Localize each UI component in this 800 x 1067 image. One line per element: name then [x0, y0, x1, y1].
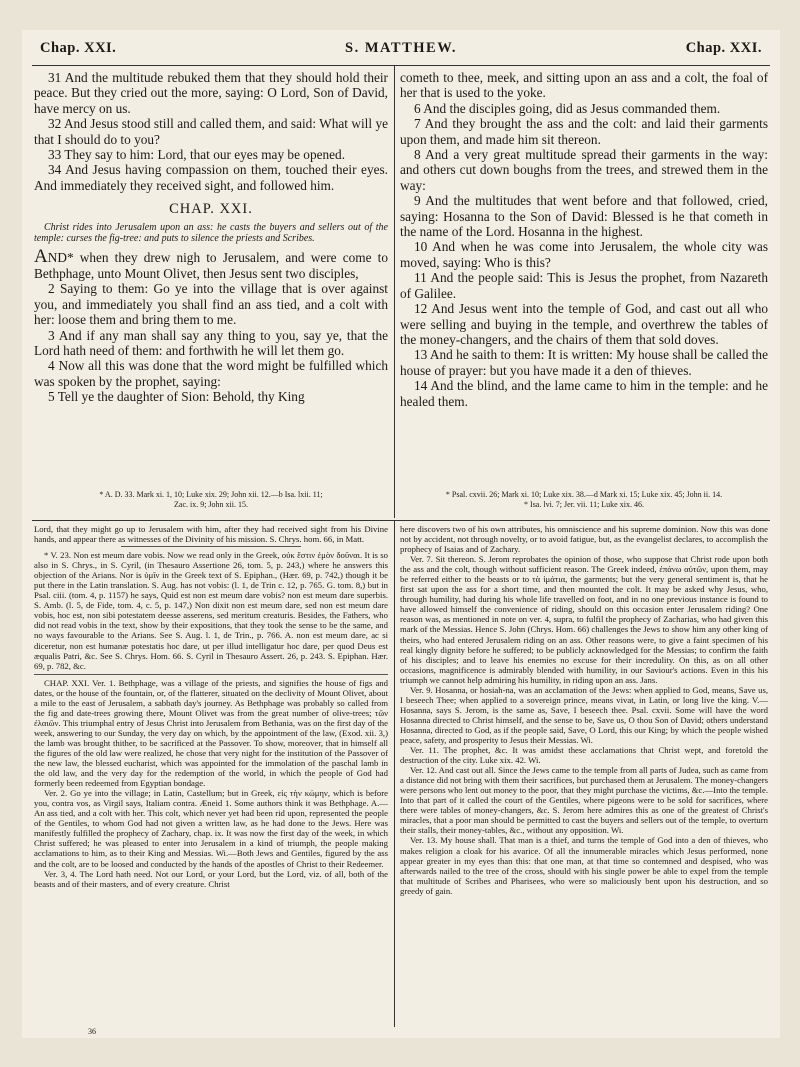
chapter-title: CHAP. XXI. [169, 201, 253, 218]
bible-text-right [400, 70, 768, 520]
cross-references-left [34, 490, 388, 518]
note-ver1: CHAP. XXI. Ver. 1. Bethphage, was a village of the priests, and signifies the house of figs and dates, or the house of the fountain, or, of the flatterer, situated on the declivity of Mount Olivet, about a mile to the east of Jerusalem, a sabbath day's journey. As Bethphage was probably so called from the fig and date-trees growing there, Mount Olivet was from the great number of olive-trees; τῶν ἐλαιῶν. This triumphal entry of Jesus Christ into Jerusalem from Bethania, was on the first day of the week, answering to our Sunday, the very day on which, by the appointment of the law, (Exod. xii. 3,) the lamb was brought thither, to be sacrificed at the Passover. To show, moreover, that in himself all the figures of the old law were realized, he chose that very night for the institution of the Passover of the new law, the blessed eucharist, which was appointed for the immolation of the paschal lamb in the old law, and the very day for the redemption of the world, in which the people of God had formerly been redeemed from Egyptian bondage. [34, 677, 388, 789]
verse: 2 Saying to them: Go ye into the village that is over against you, and immediately you shall find an ass tied, and a colt with her: loose them and bring them to me. [34, 281, 388, 328]
column-divider-top [394, 66, 395, 518]
reference-line: Zac. ix. 9; John xii. 15. [174, 499, 248, 509]
verse: 3 And if any man shall say any thing to you, say ye, that the Lord hath need of them: and forthwith he will let them go. [34, 327, 388, 358]
reference-line: * Psal. cxvii. 26; Mark xi. 10; Luke xix. 38.—d Mark xi. 15; Luke xix. 45; John ii. 14. [445, 490, 723, 499]
verse: 31 And the multitude rebuked them that they should hold their peace. But they cried out the more, saying: O Lord, Son of David, have mercy on us. [34, 70, 388, 116]
verse: 12 And Jesus went into the temple of God, and cast out all who were selling and buying in the temple, and overthrew the tables of the money-changers, and the chairs of them that sold doves. [400, 301, 768, 347]
header-chapter-left: Chap. XXI. [40, 40, 117, 56]
note-divider [34, 674, 388, 675]
reference-line: * A. D. 33. Mark xi. 1, 10; Luke xix. 29; John xii. 12.—b Isa. lxii. 11; [99, 490, 323, 499]
note-ver9: Ver. 9. Hosanna, or hosiah-na, was an acclamation of the Jews: when applied to God, means, Save us, I beseech Thee; when applied to a sovereign prince, means vivat, in Latin, or long live the king. V.—Hosanna, says S. Jerom, is the same as, Save, I beseech thee. Psal. cxvii. Some will have the word Hosanna directed to Christ himself, and the sense to be, Save us, O thou Son of David; others understand Hosanna, directed to God, as if the people said, Save, O Lord, this our King; by which the people wished peace, safety, and prosperity to Jesus their Messias. Wi. [400, 684, 768, 745]
verse: cometh to thee, meek, and sitting upon an ass and a colt, the foal of her that is used to the yoke. [400, 70, 768, 101]
column-divider-bottom [394, 521, 395, 1027]
verse: 5 Tell ye the daughter of Sion: Behold, thy King [48, 389, 305, 405]
note-ver2: Ver. 2. Go ye into the village; in Latin, Castellum; but in Greek, εἰς τὴν κώμην, which is before you, contra vos, as Virgil says, Italiam contra. Æneid 1. Some authors think it was Bethphage. A.—An ass tied, and a colt with her. This colt, which never yet had been rid upon, represented the people of the Gentiles, to whom God had not given a written law, as he had done to the Jews. Here was manifestly fulfilled the prophecy of Zachary, chap. ix. It was now the first day of the week, in which Christ suffered; he was pleased to enter into Jerusalem in a kind of triumph, the people making acclamations to him, as to their King and Messias. Wi.—Both Jews and Gentiles, figured by the ass and the colt, are to be loosed and conducted by the hands of the apostles of Christ to their Redeemer. [34, 788, 388, 869]
commentary-intro: here discovers two of his own attributes, his omniscience and his supreme dominion. Now this was done not by accident, not through novelty, or to avoid fatigue, but, as the evangelist declares, to accomplish the prophecy of Isaias and of Zachary. [400, 524, 768, 555]
drop-cap: A [34, 246, 48, 268]
page [22, 30, 780, 1038]
verse: 10 And when he was come into Jerusalem, the whole city was moved, saying: Who is this? [400, 239, 768, 270]
running-header [34, 40, 768, 62]
header-book-title: S. MATTHEW. [345, 40, 457, 56]
note-v23: * V. 23. Non est meum dare vobis. Now we read only in the Greek, οὐκ ἔστιν ἐμὸν δοῦναι. It is so also in S. Chrys., in S. Cyril, (in Thesauro Assertione 26, tom. 5, p. 243,) where he answers this objection of the Arians. Nor is ὑμῖν in the Greek text of S. Epiphan., (Hær. 69, p. 742,) though it be put there in the Latin translation. S. Aug. has not vobis: (l. 1, de Trin c. 12, p. 765. G. tom. 8,) but in Psal. ciii. (tom. 4, p. 1157) he says, Quid est non est meum dare vobis? non est meum dare superbis. S. Amb. (l. 5, de Fide, tom. 4, c. 5, p. 147,) Non dixit non est meum dare, sed non est meum dare vobis, hoc est, non sibi potestatem deesse asserens, sed meritum creaturis. Besides, the Fathers, who did not read vobis in the text, show by their expositions, that they took the sense to be the same, and no ways favourable to the Arians. See S. Aug. l. 1, de Trin., p. 766. A. non est meum dare, ac si diceretur, non est humanæ potestatis hoc dare, ut per illud intelligatur hoc dare, per quod Deus est æqualis Patri, &c. See S. Chrys. Hom. 66. S. Cyril in Thesauro Assert. 26, p. 243. S. Epiphan. Hær. 69, p. 782, &c. [34, 550, 388, 671]
verse: 9 And the multitudes that went before and that followed, cried, saying: Hosanna to the Son of David: Blessed is he that cometh in the name of the Lord. Hosanna in the highest. [400, 193, 768, 240]
note-ver12: Ver. 12. And cast out all. Since the Jews came to the temple from all parts of Judea, such as came from a distance did not bring with them their sacrifices, but purchased them at Jerusalem. The money-changers were persons who lent out money to the poor, that they might purchase the victims, &c.—Into the temple. Into that part of it called the court of the Gentiles, where pigeons were to be sold for sacrifices, where there were tables of money-changers, &c. S. Jerom here admires this as one of the greatest of Christ's miracles, that a poor man should be permitted to cast the buyers and sellers out of the temple, to overturn their stalls, their money-tables, &c., without any opposition. Wi. [400, 765, 768, 836]
note-ver13: Ver. 13. My house shall. That man is a thief, and turns the temple of God into a den of thieves, who makes religion a cloak for his avarice. Of all the innumerable miracles which Jesus performed, none appear greater in my eyes than this: that one man, at that time so contemned and despised, who was afterwards nailed to the tree of the cross, should with his single power be able to expel from the temple that multitude of Scribes and Pharisees, who were so maliciously bent upon his destruction, and so greedy of gain. [400, 835, 768, 896]
commentary-left [34, 524, 388, 1027]
reference-line: * Isa. lvi. 7; Jer. vii. 11; Luke xix. 46. [524, 499, 644, 509]
note-ver3: Ver. 3, 4. The Lord hath need. Not our Lord, or your Lord, but the Lord, viz. of all, both of the beasts and of their masters, and of every creature. Christ [34, 868, 388, 889]
cross-references-right [400, 490, 768, 518]
verse: 7 And they brought the ass and the colt: and laid their garments upon them, and made him sit thereon. [400, 116, 768, 147]
commentary-intro: Lord, that they might go up to Jerusalem with him, after they had received sight from his Divine hands, and appear there as witnesses of the Divinity of his mission. S. Chrys. hom. 66, in Matt. [34, 524, 388, 545]
verse: 33 They say to him: Lord, that our eyes may be opened. [48, 147, 346, 163]
note-divider [121, 546, 301, 547]
chapter-summary: Christ rides into Jerusalem upon an ass: he casts the buyers and sellers out of the temple: curses the fig-tree: and puts to silence the priests and Scribes. [34, 221, 388, 245]
verse: 34 And Jesus having compassion on them, touched their eyes. And immediately they received sight, and followed him. [34, 162, 388, 193]
header-chapter-right: Chap. XXI. [685, 40, 762, 56]
verse: 11 And the people said: This is Jesus the prophet, from Nazareth of Galilee. [400, 270, 768, 301]
note-ver7: Ver. 7. Sit thereon. S. Jerom reprobates the opinion of those, who suppose that Christ rode upon both the ass and the colt, though without sufficient reason. The Greek indeed, ἐπάνω αὐτῶν, upon them, may be referred either to the beasts or to τὰ ἱμάτια, the garments; but the very general sentiment is, that he first sat upon the ass for a short time, and then mounted the colt. It may be asked why Jesus, who, through humility, had during his whole life travelled on foot, and in no one previous instance is found to have allowed himself the convenience of riding, should on this occasion enter Jerusalem riding? One reason was, as mentioned in note on ver. 4, supra, to fulfil the prophecy of Zacharias, who had given this mark of the Messias. Hence S. John (Chrys. Hom. 66) challenges the Jews to show him any other king of theirs, who had entered Jerusalem riding on an ass. Other reasons were, to give a faint specimen of his real kingly dignity before he suffered; to be publicly acknowledged for the Messias; to confirm the faith of his disciples; and to leave his enemies no excuse for their incredulity. On this, as on all other occasions, magnificence is admirably blended with humility, in our Saviour's actions. Even in this his triumph we cannot help admiring his humility, in riding upon an ass. Jans. [400, 554, 768, 685]
verse: 32 And Jesus stood still and called them, and said: What will ye that I should do to you? [34, 116, 388, 147]
verse-1-text: ND* when they drew nigh to Jerusalem, and were come to Bethphage, unto Mount Olivet, then Jesus sent two disciples, [34, 250, 388, 281]
verse: 13 And he saith to them: It is written: My house shall be called the house of prayer: but you have made it a den of thieves. [400, 347, 768, 378]
note-ver11: Ver. 11. The prophet, &c. It was amidst these acclamations that Christ wept, and foretold the destruction of the city. Luke xix. 42. Wi. [400, 745, 768, 766]
page-number: 36 [88, 1027, 96, 1036]
verse: 4 Now all this was done that the word might be fulfilled which was spoken by the prophet, saying: [34, 358, 388, 389]
verse: 14 And the blind, and the lame came to him in the temple: and he healed them. [400, 378, 768, 409]
verse-1 [34, 246, 388, 281]
bible-text-left [34, 70, 388, 520]
verse: 8 And a very great multitude spread their garments in the way: and others cut down boughs from the trees, and strewed them in the way: [400, 147, 768, 193]
commentary-rule [32, 520, 770, 521]
commentary-right [400, 524, 768, 1027]
header-rule [32, 65, 770, 66]
verse: 6 And the disciples going, did as Jesus commanded them. [414, 100, 721, 116]
